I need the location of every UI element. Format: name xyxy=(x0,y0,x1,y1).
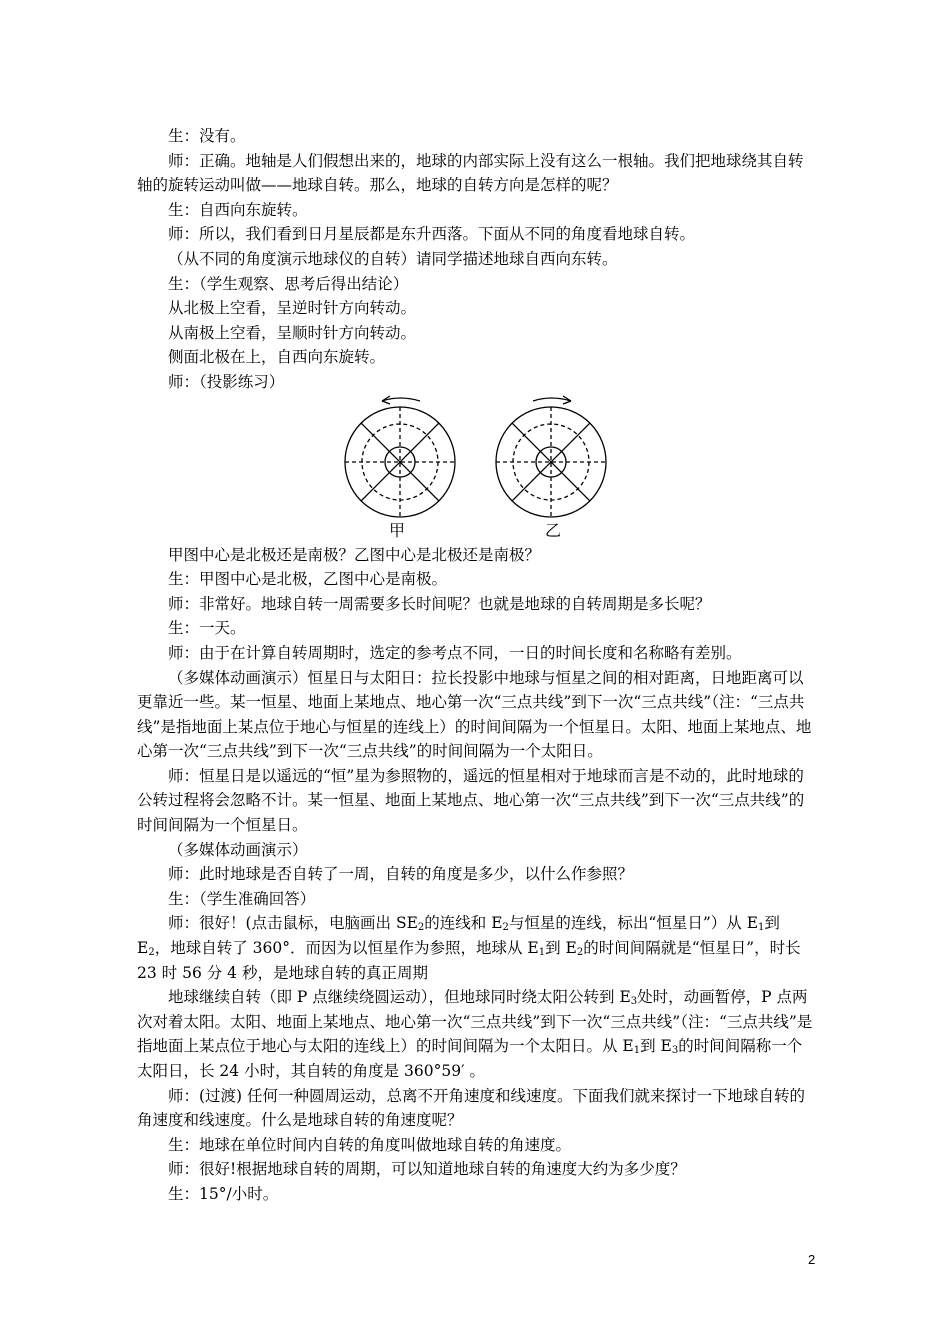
paragraph: 生：地球在单位时间内自转的角度叫做地球自转的角速度。 xyxy=(168,1135,572,1154)
paragraph: 师：此时地球是否自转了一周，自转的角度是多少，以什么作参照？ xyxy=(168,865,634,884)
paragraph: 生：15°/小时。 xyxy=(168,1184,279,1203)
paragraph: 生：甲图中心是北极，乙图中心是南极。 xyxy=(168,570,448,589)
paragraph: 师：（投影练习） xyxy=(168,372,285,391)
paragraph: 生：（学生观察、思考后得出结论） xyxy=(168,274,409,293)
paragraph: 生：一天。 xyxy=(168,619,246,638)
polar-diagram-yi xyxy=(496,396,606,517)
document-body xyxy=(137,124,817,1207)
paragraph: （多媒体动画演示） xyxy=(168,840,308,859)
paragraph: 师：非常好。地球自转一周需要多长时间呢？也就是地球的自转周期是多长呢？ xyxy=(168,594,711,613)
paragraph: 师：(过渡) 任何一种圆周运动，总离不开角速度和线速度。下面我们就来探讨一下地球自转的角速度和线速度。什么是地球自转的角速度呢？ xyxy=(137,1086,806,1130)
paragraph: 师：恒星日是以遥远的“恒”星为参照物的，遥远的恒星相对于地球而言是不动的，此时地球的公转过程将会忽略不计。某一恒星、地面上某地点、地心第一次“三点共线”到下一次“三点共线”的时间间隔为一个恒星日。 xyxy=(137,766,805,835)
polar-diagrams xyxy=(137,395,817,543)
paragraph: （从不同的角度演示地球仪的自转）请同学描述地球自西向东转。 xyxy=(168,249,618,268)
paragraph: 师：所以，我们看到日月星辰都是东升西落。下面从不同的角度看地球自转。 xyxy=(168,225,696,244)
rotation-figure xyxy=(137,395,817,543)
rotation-arrow xyxy=(382,398,420,401)
paragraph: 从北极上空看，呈逆时针方向转动。 xyxy=(168,299,417,318)
paragraph: 甲图中心是北极还是南极？乙图中心是北极还是南极？ xyxy=(168,545,541,564)
paragraph: 生：（学生准确回答） xyxy=(168,889,316,908)
paragraph: （多媒体动画演示）恒星日与太阳日：拉长投影中地球与恒星之间的相对距离，日地距离可以更靠近一些。某一恒星、地面上某地点、地心第一次“三点共线”到下一次“三点共线”（注：“三点共线”是指地面上某点位于地心与恒星的连线上）的时间间隔为一个恒星日。太阳、地面上某地点、地心第一次“三点共线”到下一次“三点共线”的时间间隔为一个太阳日。 xyxy=(137,668,812,761)
page-number: 2 xyxy=(808,1252,816,1267)
paragraph: 师：很好！(点击鼠标，电脑画出 $SE_2$的连线和 $E_2$与恒星的连线，标出“恒星日”）从 $E_1$到 $E_2$，地球自转了 360°．而因为以恒星作为参照，地球从 $E_1$到 $E_2$的时间间隔就是“恒星日”，时长 23 时 56 分 4 秒，是地球自转的真正周期 xyxy=(137,914,801,982)
paragraph: 地球继续自转（即 P 点继续绕圆运动），但地球同时绕太阳公转到 $E_3$处时，动画暂停，P 点两次对着太阳。太阳、地面上某地点、地心第一次“三点共线”到下一次“三点共线”（注：“三点共线”是指地面上某点位于地心与太阳的连线上）的时间间隔为一个太阳日。从 $E_1$到 $E_3$的时间间隔称一个太阳日，长 24 小时，其自转的角度是 360°59′ 。 xyxy=(137,988,813,1080)
figure-caption-yi: 乙 xyxy=(545,520,562,540)
meridian-line xyxy=(562,423,590,451)
paragraph: 师：由于在计算自转周期时，选定的参考点不同，一日的时间长度和名称略有差别。 xyxy=(168,643,742,662)
paragraph: 生：自西向东旋转。 xyxy=(168,200,308,219)
polar-diagram-jia xyxy=(345,396,455,517)
rotation-arrow xyxy=(533,398,571,401)
paragraph: 侧面北极在上，自西向东旋转。 xyxy=(168,348,386,367)
meridian-line xyxy=(411,423,439,451)
meridian-line xyxy=(361,472,389,500)
figure-caption-jia: 甲 xyxy=(389,520,406,540)
paragraph: 师：很好!根据地球自转的周期，可以知道地球自转的角速度大约为多少度？ xyxy=(168,1160,686,1179)
paragraph: 从南极上空看，呈顺时针方向转动。 xyxy=(168,323,417,342)
meridian-line xyxy=(512,472,540,500)
paragraph: 生：没有。 xyxy=(168,127,246,145)
paragraph: 师：正确。地轴是人们假想出来的，地球的内部实际上没有这么一根轴。我们把地球绕其自转轴的旋转运动叫做——地球自转。那么，地球的自转方向是怎样的呢？ xyxy=(137,151,804,195)
